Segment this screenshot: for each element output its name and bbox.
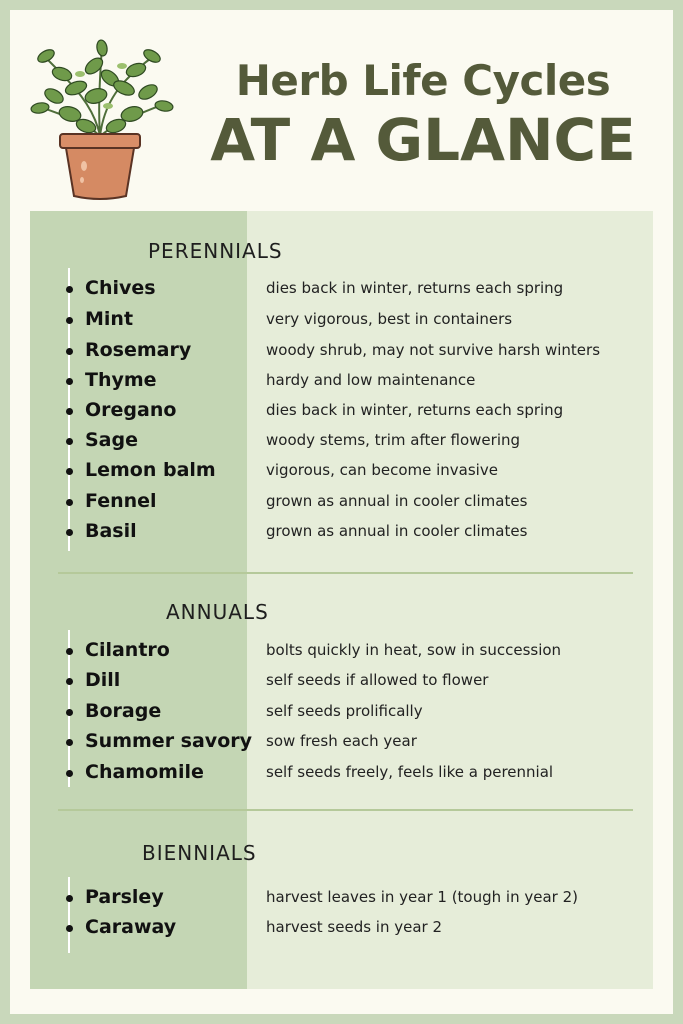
section-heading-biennials: BIENNIALS [142,841,257,865]
herb-description: woody shrub, may not survive harsh winters [266,341,601,359]
bullet-icon [66,408,73,415]
title-line-2: AT A GLANCE [210,106,636,174]
list-item [30,337,653,367]
herb-description: bolts quickly in heat, sow in succession [266,641,562,659]
herb-name: Dill [85,669,121,691]
section-divider [58,809,633,811]
bullet-icon [66,678,73,685]
bullet-icon [66,925,73,932]
list-item [30,488,653,518]
bullet-icon [66,529,73,536]
herb-description: self seeds prolifically [266,702,423,720]
herb-name: Basil [85,520,137,542]
herb-description: grown as annual in cooler climates [266,522,528,540]
herb-table-panel [30,211,653,989]
herb-name: Sage [85,429,138,451]
list-item [30,667,653,697]
herb-description: grown as annual in cooler climates [266,492,528,510]
list-item [30,427,653,457]
herb-description: vigorous, can become invasive [266,461,498,479]
list-item [30,367,653,397]
herb-name: Cilantro [85,639,170,661]
section-divider [58,572,633,574]
list-item [30,397,653,427]
section-heading-perennials: PERENNIALS [148,239,283,263]
potted-herb-icon [24,26,176,202]
list-item [30,306,653,336]
herb-name: Caraway [85,916,177,938]
bullet-icon [66,317,73,324]
herb-description: dies back in winter, returns each spring [266,401,564,419]
list-item [30,637,653,667]
bullet-icon [66,709,73,716]
herb-description: woody stems, trim after flowering [266,431,521,449]
herb-description: self seeds freely, feels like a perennial [266,763,554,781]
bullet-icon [66,499,73,506]
herb-description: sow fresh each year [266,732,417,750]
herb-name: Mint [85,308,134,330]
herb-name: Thyme [85,369,157,391]
bullet-icon [66,739,73,746]
herb-name: Chives [85,277,156,299]
herb-name: Chamomile [85,761,204,783]
herb-description: harvest leaves in year 1 (tough in year 2) [266,888,578,906]
herb-name: Oregano [85,399,177,421]
herb-description: very vigorous, best in containers [266,310,513,328]
herb-name: Summer savory [85,730,253,752]
bullet-icon [66,378,73,385]
list-item [30,914,653,944]
bullet-icon [66,438,73,445]
list-item [30,275,653,305]
herb-description: harvest seeds in year 2 [266,918,443,936]
list-item [30,884,653,914]
section-heading-annuals: ANNUALS [166,600,269,624]
bullet-icon [66,895,73,902]
list-item [30,759,653,789]
bullet-icon [66,348,73,355]
herb-description: self seeds if allowed to flower [266,671,489,689]
herb-name: Fennel [85,490,157,512]
list-item [30,728,653,758]
list-item [30,698,653,728]
herb-name: Lemon balm [85,459,216,481]
bullet-icon [66,648,73,655]
infographic-page [10,10,673,1014]
bullet-icon [66,286,73,293]
herb-name: Parsley [85,886,164,908]
herb-name: Rosemary [85,339,192,361]
herb-name: Borage [85,700,162,722]
bullet-icon [66,468,73,475]
title-line-1: Herb Life Cycles [235,56,611,105]
herb-description: hardy and low maintenance [266,371,476,389]
herb-description: dies back in winter, returns each spring [266,279,564,297]
list-item [30,457,653,487]
list-item [30,518,653,548]
bullet-icon [66,770,73,777]
